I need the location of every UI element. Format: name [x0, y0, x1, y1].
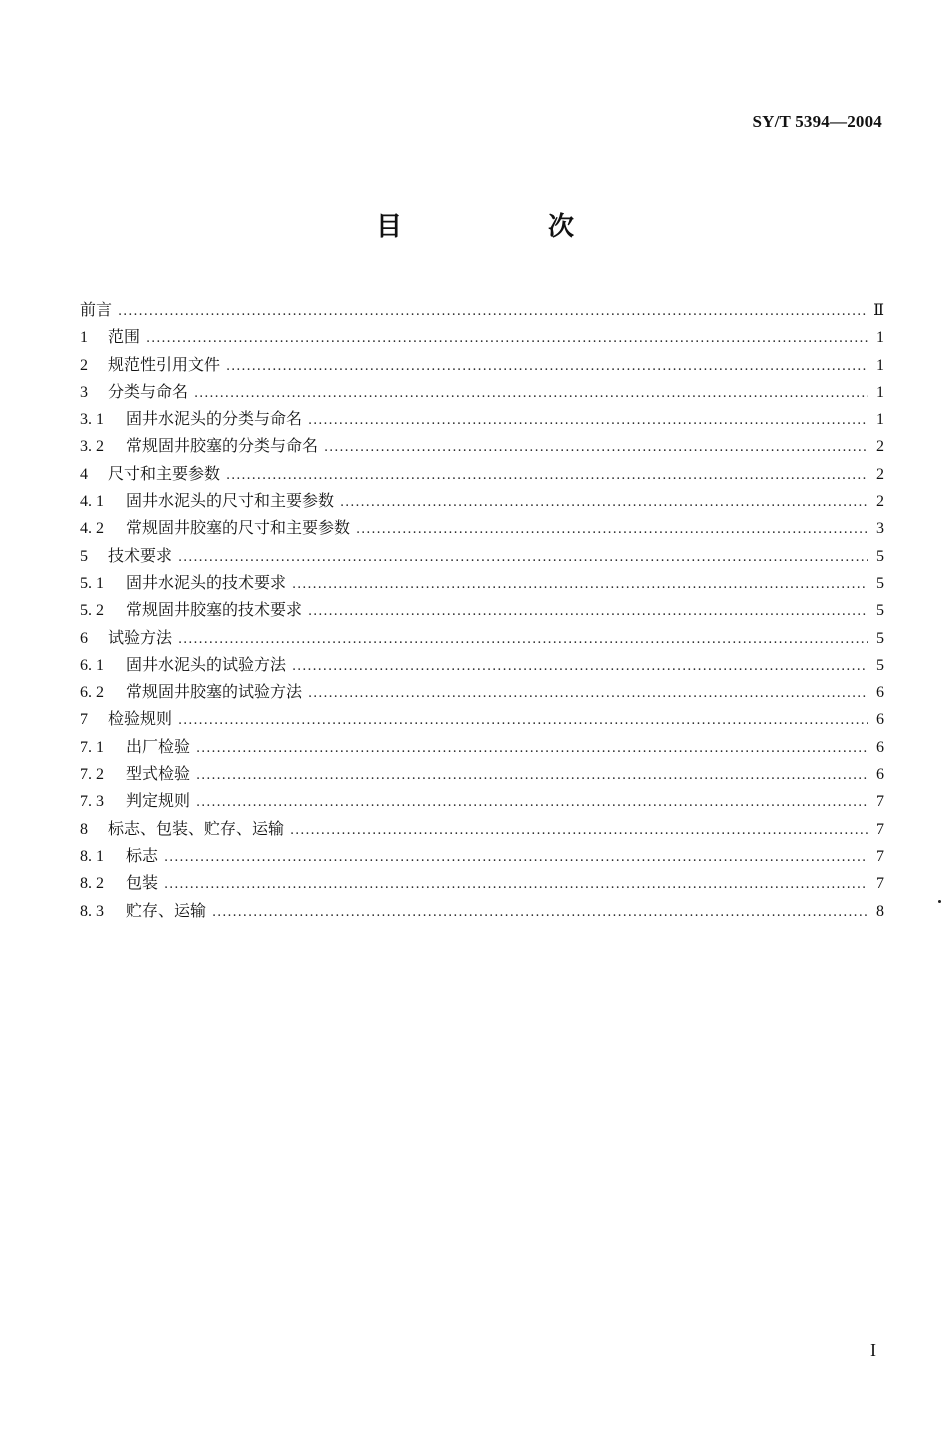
- toc-entry-page: 5: [876, 629, 884, 647]
- toc-entry-page: 2: [876, 493, 884, 511]
- toc-leader-dots: [164, 844, 868, 871]
- toc-leader-dots: [194, 380, 868, 407]
- toc-entry-page: 6: [876, 738, 884, 756]
- toc-entry-number: 6: [80, 629, 88, 647]
- toc-entry[interactable]: [80, 351, 884, 378]
- standard-code: SY/T 5394—2004: [752, 112, 882, 131]
- toc-entry-number: 8. 1: [80, 847, 104, 865]
- toc-entry-number: 8. 2: [80, 875, 104, 893]
- toc-leader-dots: [146, 325, 868, 352]
- toc-entry[interactable]: [80, 869, 884, 896]
- toc-entry-page: 5: [876, 656, 884, 674]
- toc-leader-dots: [356, 516, 868, 543]
- toc-entry-label: 标志: [126, 845, 159, 865]
- toc-entry-page: 2: [876, 465, 884, 483]
- toc-leader-dots: [308, 598, 868, 625]
- toc-entry-number: 8: [80, 820, 88, 838]
- toc-entry[interactable]: [80, 596, 884, 623]
- toc-leader-dots: [118, 298, 867, 325]
- toc-leader-dots: [226, 353, 868, 380]
- toc-entry[interactable]: [80, 296, 884, 323]
- toc-entry-page: 6: [876, 766, 884, 784]
- toc-entry-label: 常规固井胶塞的试验方法: [126, 682, 303, 702]
- toc-entry[interactable]: [80, 760, 884, 787]
- toc-entry-page: 1: [876, 356, 884, 374]
- toc-entry[interactable]: [80, 378, 884, 405]
- toc-entry-label: 判定规则: [126, 791, 191, 811]
- toc-entry-page: 7: [876, 820, 884, 838]
- toc-entry-label: 固井水泥头的技术要求: [126, 572, 287, 592]
- toc-entry-page: 5: [876, 602, 884, 620]
- toc-entry[interactable]: [80, 897, 884, 924]
- toc-leader-dots: [178, 544, 868, 571]
- toc-entry-number: 1: [80, 329, 88, 347]
- toc-entry-number: 6. 1: [80, 656, 104, 674]
- toc-entry-number: 7. 3: [80, 793, 104, 811]
- toc-leader-dots: [196, 789, 868, 816]
- toc-entry-page: 5: [876, 574, 884, 592]
- toc-leader-dots: [196, 762, 868, 789]
- table-of-contents: [80, 296, 884, 924]
- toc-entry-number: 5: [80, 547, 88, 565]
- toc-entry-number: 5. 2: [80, 602, 104, 620]
- toc-entry-label: 尺寸和主要参数: [108, 463, 221, 483]
- toc-entry-label: 固井水泥头的分类与命名: [126, 409, 303, 429]
- toc-entry-label: 贮存、运输: [126, 900, 207, 920]
- toc-entry-number: 4. 1: [80, 493, 104, 511]
- toc-entry-page: 8: [876, 902, 884, 920]
- toc-entry-number: 3: [80, 383, 88, 401]
- scan-speck: [938, 900, 941, 903]
- toc-entry[interactable]: [80, 514, 884, 541]
- toc-entry-page: 2: [876, 438, 884, 456]
- toc-entry[interactable]: [80, 569, 884, 596]
- toc-entry-page: 1: [876, 383, 884, 401]
- toc-leader-dots: [178, 626, 868, 653]
- toc-entry-number: 6. 2: [80, 684, 104, 702]
- toc-leader-dots: [290, 817, 868, 844]
- toc-entry-label: 前言: [80, 300, 113, 319]
- toc-entry-label: 分类与命名: [108, 381, 189, 401]
- toc-entry-label: 范围: [108, 327, 141, 347]
- toc-entry[interactable]: [80, 487, 884, 514]
- toc-entry-page: 7: [876, 793, 884, 811]
- toc-leader-dots: [292, 571, 868, 598]
- toc-leader-dots: [196, 735, 868, 762]
- toc-entry-label: 常规固井胶塞的分类与命名: [126, 436, 319, 456]
- toc-entry[interactable]: [80, 787, 884, 814]
- toc-entry-number: 3. 2: [80, 438, 104, 456]
- toc-entry-label: 出厂检验: [126, 736, 191, 756]
- toc-entry-number: 7. 2: [80, 766, 104, 784]
- toc-entry-page: 7: [876, 847, 884, 865]
- toc-entry-label: 固井水泥头的尺寸和主要参数: [126, 491, 335, 511]
- toc-entry-label: 规范性引用文件: [108, 354, 221, 374]
- toc-leader-dots: [324, 434, 868, 461]
- toc-entry[interactable]: [80, 460, 884, 487]
- toc-entry-number: 5. 1: [80, 574, 104, 592]
- toc-entry[interactable]: [80, 733, 884, 760]
- toc-entry[interactable]: [80, 842, 884, 869]
- toc-entry[interactable]: [80, 405, 884, 432]
- toc-entry-page: 7: [876, 875, 884, 893]
- toc-entry-page: 1: [876, 329, 884, 347]
- toc-entry[interactable]: [80, 651, 884, 678]
- toc-entry-page: 6: [876, 711, 884, 729]
- toc-leader-dots: [178, 707, 868, 734]
- toc-entry-number: 3. 1: [80, 411, 104, 429]
- toc-entry-number: 8. 3: [80, 902, 104, 920]
- toc-leader-dots: [308, 407, 868, 434]
- toc-entry-number: 4. 2: [80, 520, 104, 538]
- toc-entry-page: Ⅱ: [873, 302, 884, 319]
- toc-entry-page: 3: [876, 520, 884, 538]
- toc-leader-dots: [212, 899, 868, 926]
- toc-entry-number: 7: [80, 711, 88, 729]
- toc-entry-label: 技术要求: [108, 545, 173, 565]
- page-title: 目 次: [375, 212, 634, 242]
- toc-entry[interactable]: [80, 815, 884, 842]
- toc-leader-dots: [340, 489, 868, 516]
- toc-entry[interactable]: [80, 432, 884, 459]
- toc-entry[interactable]: [80, 323, 884, 350]
- toc-entry-label: 标志、包装、贮存、运输: [108, 818, 285, 838]
- toc-leader-dots: [164, 871, 868, 898]
- toc-entry-page: 1: [876, 411, 884, 429]
- toc-entry-label: 型式检验: [126, 764, 191, 784]
- toc-leader-dots: [226, 462, 868, 489]
- toc-entry-label: 常规固井胶塞的尺寸和主要参数: [126, 518, 351, 538]
- toc-entry-label: 常规固井胶塞的技术要求: [126, 600, 303, 620]
- toc-entry-label: 固井水泥头的试验方法: [126, 654, 287, 674]
- toc-entry-number: 4: [80, 465, 88, 483]
- toc-entry[interactable]: [80, 678, 884, 705]
- toc-entry-number: 7. 1: [80, 738, 104, 756]
- toc-leader-dots: [292, 653, 868, 680]
- toc-entry[interactable]: [80, 542, 884, 569]
- page-number: I: [870, 1340, 876, 1360]
- toc-entry[interactable]: [80, 624, 884, 651]
- toc-entry-number: 2: [80, 356, 88, 374]
- toc-entry-label: 检验规则: [108, 709, 173, 729]
- toc-entry[interactable]: [80, 705, 884, 732]
- toc-entry-page: 5: [876, 547, 884, 565]
- toc-leader-dots: [308, 680, 868, 707]
- toc-entry-page: 6: [876, 684, 884, 702]
- toc-entry-label: 包装: [126, 873, 159, 893]
- toc-entry-label: 试验方法: [108, 627, 173, 647]
